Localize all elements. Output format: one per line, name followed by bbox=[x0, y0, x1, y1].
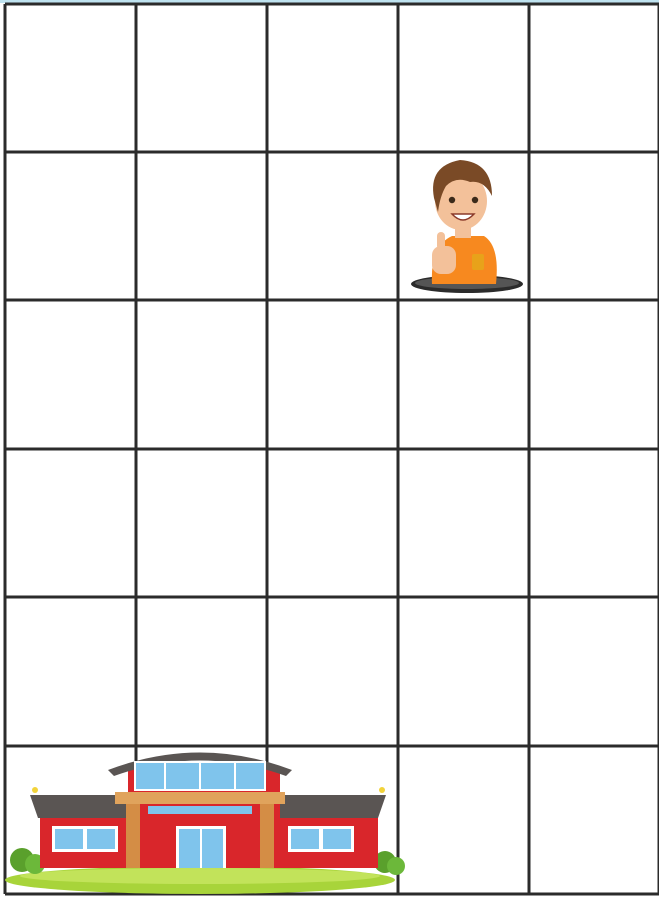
grid-cell-r4-c1[interactable] bbox=[5, 449, 136, 597]
grid-cell-r3-c2[interactable] bbox=[136, 300, 267, 449]
grid-cell-r5-c4[interactable] bbox=[398, 597, 529, 746]
grid-cell-r3-c3[interactable] bbox=[267, 300, 398, 449]
grid-cell-r5-c1[interactable] bbox=[5, 597, 136, 746]
grid-cell-r3-c4[interactable] bbox=[398, 300, 529, 449]
grid-cell-r2-c2[interactable] bbox=[136, 152, 267, 300]
grid-cell-r2-c5[interactable] bbox=[529, 152, 659, 300]
grid-cell-r2-c1[interactable] bbox=[5, 152, 136, 300]
grid-cell-r2-c3[interactable] bbox=[267, 152, 398, 300]
grid-cell-r1-c4[interactable] bbox=[398, 4, 529, 152]
grid-cell-r5-c5[interactable] bbox=[529, 597, 659, 746]
grid-cell-r6-c5[interactable] bbox=[529, 746, 659, 894]
grid-cell-r4-c3[interactable] bbox=[267, 449, 398, 597]
grid-cell-r3-c5[interactable] bbox=[529, 300, 659, 449]
grid-cell-r3-c1[interactable] bbox=[5, 300, 136, 449]
grid-cell-r5-c2[interactable] bbox=[136, 597, 267, 746]
grid-cell-r1-c1[interactable] bbox=[5, 4, 136, 152]
grid-cell-r1-c5[interactable] bbox=[529, 4, 659, 152]
grid-cell-r1-c3[interactable] bbox=[267, 4, 398, 152]
grid-cell-r6-c4[interactable] bbox=[398, 746, 529, 894]
grid-cell-r4-c2[interactable] bbox=[136, 449, 267, 597]
grid-cell-r4-c5[interactable] bbox=[529, 449, 659, 597]
grid-cell-r1-c2[interactable] bbox=[136, 4, 267, 152]
grid-cell-r4-c4[interactable] bbox=[398, 449, 529, 597]
grid-cell-r5-c3[interactable] bbox=[267, 597, 398, 746]
